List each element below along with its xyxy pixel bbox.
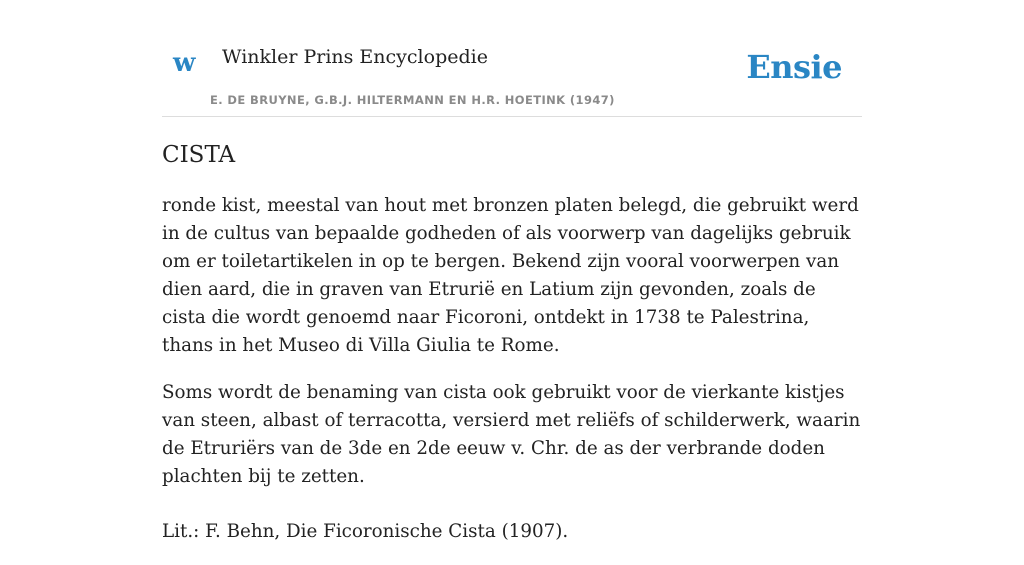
entry-body <box>162 192 862 565</box>
literature-reference: Lit.: F. Behn, Die Ficoronische Cista (1907). <box>162 521 569 542</box>
entry-paragraph: ronde kist, meestal van hout met bronzen platen belegd, die gebruikt werd in de cultus van bepaalde godheden of als voorwerp van dagelijks gebruik om er toiletartikelen in op te bergen. Bekend zijn vooral voorwerpen van dien aard, die in graven van Etrurië en Latium zijn gevonden, zoals de cista die wordt genoemd naar Ficoroni, ontdekt in 1738 te Palestrina, thans in het Museo di Villa Giulia te Rome. <box>162 195 859 356</box>
entry-paragraph: Soms wordt de benaming van cista ook gebruikt voor de vierkante kistjes van steen, albast of terracotta, versierd met reliëfs of schilderwerk, waarin de Etruriërs van de 3de en 2de eeuw v. Chr. de as der verbrande doden plachten bij te zetten. <box>162 382 861 487</box>
book-title-link[interactable]: Winkler Prins Encyclopedie <box>222 46 488 68</box>
encyclopedia-logo-icon[interactable]: w <box>173 48 196 78</box>
header <box>162 0 862 117</box>
page-container <box>162 0 862 542</box>
entry-title: CISTA <box>162 142 236 168</box>
ensie-brand-logo[interactable]: Ensie <box>746 48 842 86</box>
authors-line: E. DE BRUYNE, G.B.J. HILTERMANN EN H.R. HOETINK (1947) <box>210 93 615 107</box>
